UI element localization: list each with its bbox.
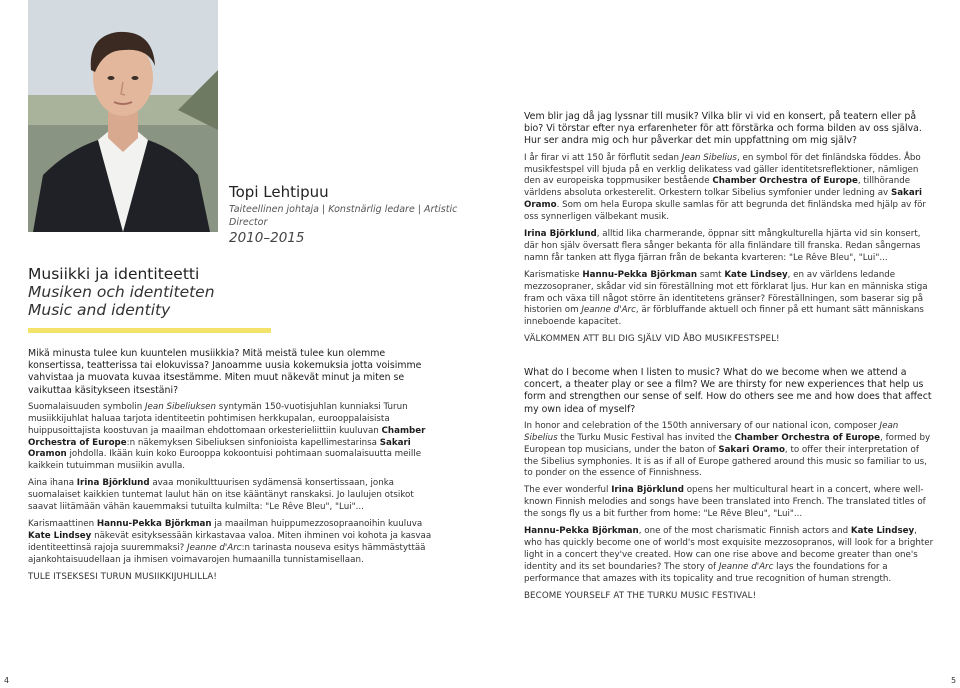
swedish-paragraph-1: I år firar vi att 150 år förflutit sedan Jean Sibelius, en symbol för det finländska föddes. Åbo musikfestspel vill bjuda på en verklig delikatess vad gäller identitetsreflektioner, nämligen den av europeiska toppmusiker bestående Chamber Orchestra of Europe, tillhörande världens absoluta orkesterelit. Orkestern tolkar Sibelius symfonier under ledning av Sakari Oramo. Som om hela Europa skulle samlas för att begrunda det finländska med hjälp av för oss synnerligen välbekant musik. — [524, 152, 926, 223]
heading-english: Music and identity — [28, 301, 171, 319]
finnish-column — [28, 348, 433, 589]
page-number-left: 4 — [4, 676, 10, 685]
finnish-paragraph-3: Karismaattinen Hannu-Pekka Björkman ja maailman huippumezzosopraanoihin kuuluva Kate Lindsey näkevät esityksessään kirkastavaa valoa. Miten ihminen voi kohota ja kasvaa identiteettinsä rajoja suuremmaksi? Jeanne d'Arc:n tarinasta nouseva esitys hämmästyttää ajankohtaisuudellaan ja ihmisen voimavarojen humaanilla tunnistamisellaan. — [28, 518, 432, 565]
section-heading — [28, 265, 288, 319]
english-paragraph-3: Hannu-Pekka Björkman, one of the most charismatic Finnish actors and Kate Lindsey, who has quickly become one of world's most exquisite mezzosopranos, will look for a brighter light in a concert they've created. How can one rise above and become greater than one's identity and its set boundaries? The story of Jeanne d'Arc lays the foundations for a performance that amazes with its topicality and true recognition of human strength. — [524, 526, 934, 584]
english-column — [524, 367, 934, 608]
finnish-closing: TULE ITSEKSESI TURUN MUSIIKKIJUHLILLA! — [28, 571, 217, 582]
accent-divider — [28, 328, 271, 333]
page-number-right: 5 — [951, 676, 957, 685]
english-closing: BECOME YOURSELF AT THE TURKU MUSIC FESTIVAL! — [524, 590, 757, 601]
portrait-illustration — [28, 0, 218, 232]
heading-swedish: Musiken och identiteten — [28, 283, 215, 301]
artist-credit — [229, 183, 489, 247]
finnish-paragraph-1: Suomalaisuuden symbolin Jean Sibeliuksen syntymän 150-vuotisjuhlan kunniaksi Turun musiikkijuhlat haluaa tarjota identiteetin pohtimisen herkkupalan, eurooppalaisista huippusoittajista koostuvan ja maailman ehdottomaan orkesterieliittiin kuuluvan Chamber Orchestra of Europe:n näkemyksen Sibeliuksen sinfonioista kapellimestarinsa Sakari Oramon johdolla. Ikään kuin koko Eurooppa kokoontuisi pohtimaan suomalaisuutta meille kaikkein tutuimman musiikin avulla. — [28, 401, 426, 472]
heading-finnish: Musiikki ja identiteetti — [28, 265, 200, 283]
swedish-lead: Vem blir jag då jag lyssnar till musik? Vilka blir vi vid en konsert, på teatern eller på bio? Vi törstar efter nya erfarenheter för att förstärka och forma bilden av oss själva. Hur ser andra mig och hur påverkar det min uppfattning om mig själv? — [524, 111, 922, 147]
swedish-paragraph-3: Karismatiske Hannu-Pekka Björkman samt Kate Lindsey, en av världens ledande mezzosopraner, skådar vid sin föreställning mot ett förklarat ljus. Hur kan en människa stiga fram och växa till något större än identitetens gränser? Föreställningen, som baserar sig på historien om Jeanne d'Arc, är förbluffande aktuell och finner på ett humant sätt människans inneboende kapacitet. — [524, 269, 928, 328]
finnish-paragraph-2: Aina ihana Irina Björklund avaa monikulttuurisen sydämensä konsertissaan, jonka suomalaiset kaikkien tuntemat laulut hän on itse kääntänyt ranskaksi. Jo laulujen otsikot saavat liitämään vähän kauemmaksi tutuilta kulmilta: "Le Rêve Bleu", "Lui"... — [28, 478, 414, 513]
swedish-closing: VÄLKOMMEN ATT BLI DIG SJÄLV VID ÅBO MUSIKFESTSPEL! — [524, 334, 780, 345]
english-lead: What do I become when I listen to music? What do we become when we attend a concert, a theater play or see a film? We are thirsty for new experiences that help us form and strengthen our sense of self. How do others see me and how does that affect my own idea of myself? — [524, 367, 932, 415]
artist-role: Taiteellinen johtaja | Konstnärlig ledare | Artistic Director — [229, 204, 458, 228]
swedish-column — [524, 111, 932, 351]
english-paragraph-1: In honor and celebration of the 150th anniversary of our national icon, composer Jean Sibelius the Turku Music Festival has invited the Chamber Orchestra of Europe, formed by European top musicians, under the baton of Sakari Oramo, to offer their interpretation of the Sibelius symphonies. It is as if all of Europe gathered around this music so familiar to us, to ponder on the essence of Finnishness. — [524, 420, 931, 479]
swedish-paragraph-2: Irina Björklund, alltid lika charmerande, öppnar sitt mångkulturella hjärta vid sin konsert, där hon själv översatt flera sånger bekanta för alla finländare till franska. Redan sångernas namn får tanken att flyga fjärran från de bekanta kvarteren: "Le Rêve Bleu", "Lui"... — [524, 229, 921, 263]
english-paragraph-2: The ever wonderful Irina Björklund opens her multicultural heart in a concert, where well-known Finnish melodies and songs have been translated into French. The translated titles of the songs fly us a bit further from home: "Le Rêve Bleu", "Lui"... — [524, 485, 926, 520]
artist-years: 2010–2015 — [229, 230, 305, 246]
finnish-lead: Mikä minusta tulee kun kuuntelen musiikkia? Mitä meistä tulee kun olemme konsertissa, teatterissa tai elokuvissa? Janoamme uusia kokemuksia jotta voisimme vahvistaa ja muovata kuvaa itsestämme. Miten muut näkevät minut ja miten se vaikuttaa käsitykseen itsestäni? — [28, 348, 422, 396]
artist-name: Topi Lehtipuu — [229, 183, 329, 201]
portrait-photo — [28, 0, 218, 232]
